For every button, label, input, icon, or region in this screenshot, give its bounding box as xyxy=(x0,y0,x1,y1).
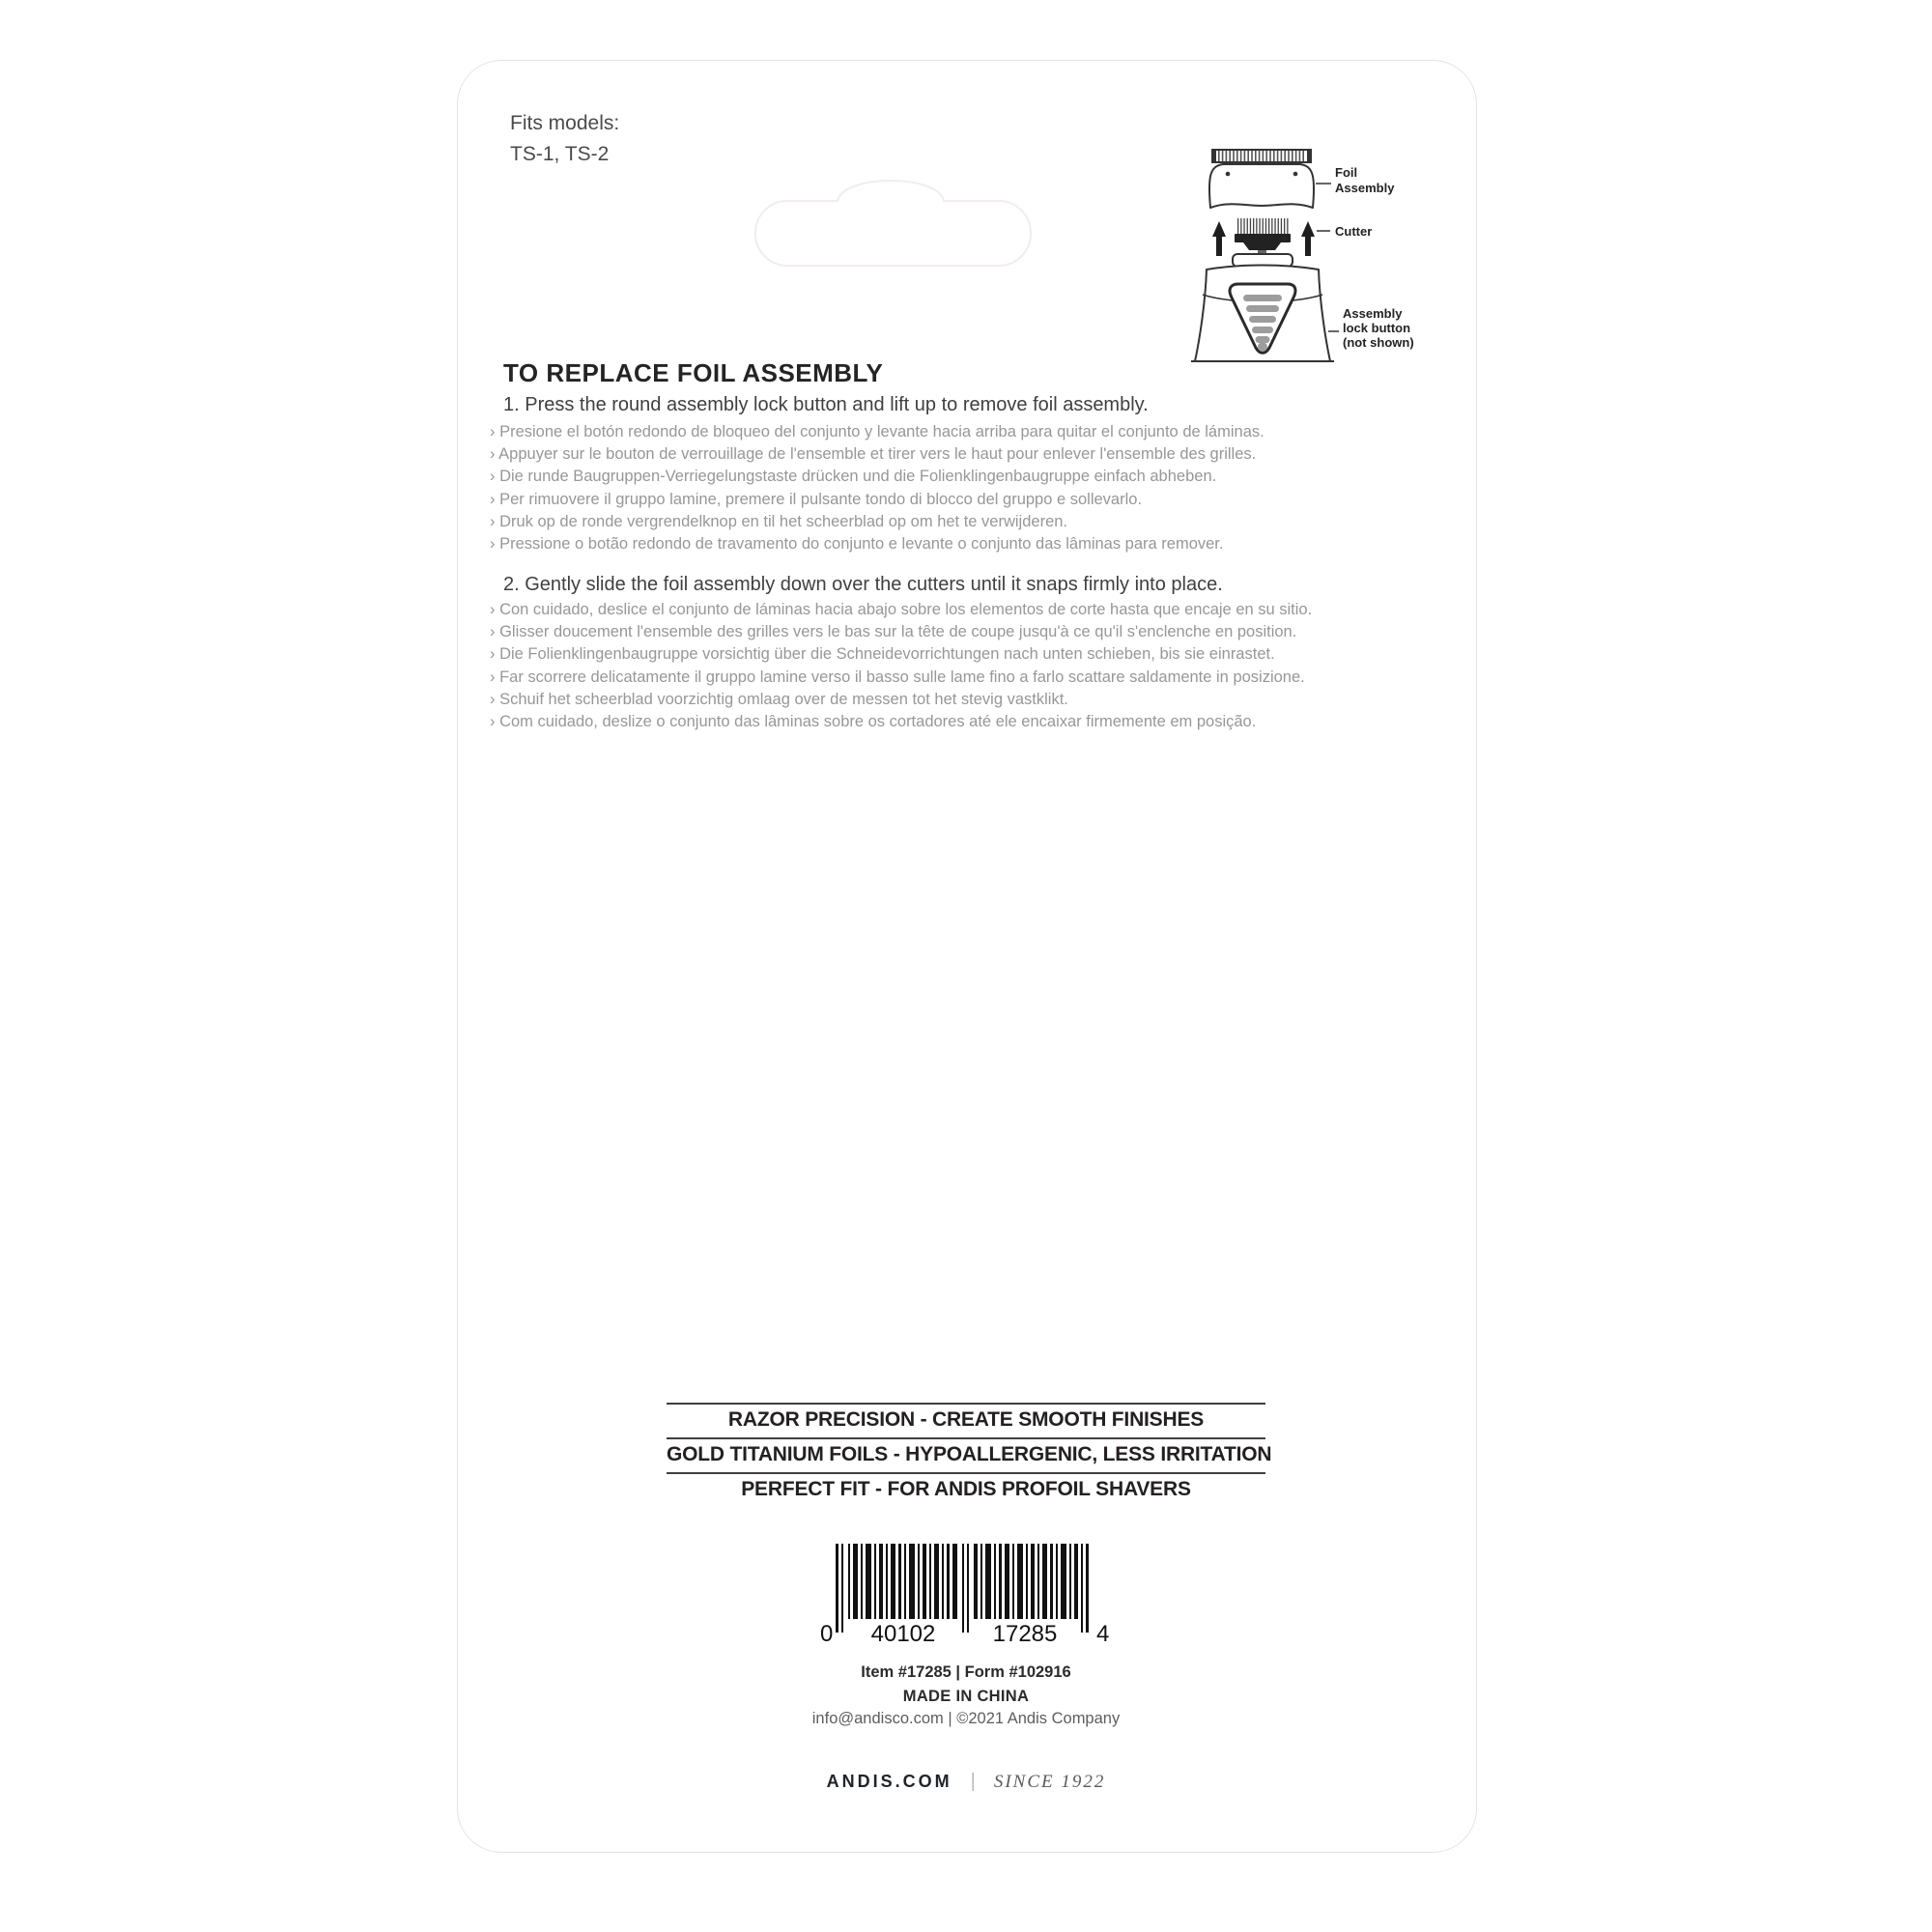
translation-line: › Appuyer sur le bouton de verrouillage de l'ensemble et tirer vers le haut pour enlever l'ensemble des grilles. xyxy=(490,445,1257,464)
since-tagline: SINCE 1922 xyxy=(993,1772,1106,1792)
translation-line: › Per rimuovere il gruppo lamine, premere il pulsante tondo di blocco del gruppo e sollevarlo. xyxy=(490,490,1143,508)
lock-button-label-3: (not shown) xyxy=(1343,335,1414,350)
translation-line: › Pressione o botão redondo de travamento do conjunto e levante o conjunto das lâminas para remover. xyxy=(490,535,1224,554)
barcode-digits-left: 40102 xyxy=(870,1621,936,1646)
barcode-bars xyxy=(836,1544,1089,1633)
shaver-diagram xyxy=(1183,111,1435,382)
step-2-translations xyxy=(490,599,1312,733)
barcode-digit-system: 0 xyxy=(820,1621,834,1646)
translation-line: › Presione el botón redondo de bloqueo del conjunto y levante hacia arriba para quitar el conjunto de láminas. xyxy=(490,423,1264,440)
instructions-heading: TO REPLACE FOIL ASSEMBLY xyxy=(503,358,884,387)
step-1-translations xyxy=(490,421,1264,555)
translation-line: › Die runde Baugruppen-Verriegelungstaste drücken und die Folienklingenbaugruppe einfach abheben. xyxy=(490,468,1217,486)
feature-item: RAZOR PRECISION - CREATE SMOOTH FINISHES xyxy=(667,1403,1265,1437)
feature-item: GOLD TITANIUM FOILS - HYPOALLERGENIC, LESS IRRITATION xyxy=(667,1437,1265,1472)
step-2-title: 2. Gently slide the foil assembly down over the cutters until it snaps firmly into place. xyxy=(503,574,1223,595)
translation-line: › Die Folienklingenbaugruppe vorsichtig über die Schneidevorrichtungen nach unten schieben, bis sie einrastet. xyxy=(490,645,1275,664)
upc-barcode xyxy=(816,1544,1118,1646)
translation-line: › Com cuidado, deslize o conjunto das lâminas sobre os cortadores até ele encaixar firmemente em posição. xyxy=(490,713,1257,731)
brand-footer xyxy=(457,1771,1475,1793)
foil-assembly-label-2: Assembly xyxy=(1335,181,1395,195)
translation-line: › Far scorrere delicatamente il gruppo lamine verso il basso sulle lame fino a farlo scattare saldamente in posizione. xyxy=(490,668,1305,686)
footer-divider: | xyxy=(970,1771,976,1792)
barcode-digits-right: 17285 xyxy=(992,1621,1058,1646)
translation-line: › Con cuidado, deslice el conjunto de láminas hacia abajo sobre los elementos de corte hasta que encaje en su sitio. xyxy=(490,601,1313,618)
foil-assembly-label: Foil xyxy=(1335,165,1358,180)
cutter-label: Cutter xyxy=(1335,224,1373,239)
translation-line: › Druk op de ronde vergrendelknop en til het scheerblad op om het te verwijderen. xyxy=(490,512,1068,530)
fits-models-value: TS-1, TS-2 xyxy=(510,143,610,165)
lock-button-label-2: lock button xyxy=(1343,321,1411,335)
fits-models-block xyxy=(510,108,619,170)
item-form-line: Item #17285 | Form #102916 xyxy=(861,1663,1071,1681)
translation-line: › Schuif het scheerblad voorzichtig omlaag over de messen tot het stevig vastklikt. xyxy=(490,690,1068,708)
foil-assembly-drawing xyxy=(1209,149,1314,208)
step-1-title: 1. Press the round assembly lock button and lift up to remove foil assembly. xyxy=(503,394,1149,415)
barcode-digit-check: 4 xyxy=(1096,1621,1110,1646)
contact-line: info@andisco.com | ©2021 Andis Company xyxy=(811,1710,1121,1727)
andis-website: ANDIS.COM xyxy=(826,1772,952,1791)
made-in-line: MADE IN CHINA xyxy=(902,1688,1030,1705)
fits-models-label: Fits models: xyxy=(510,112,620,134)
translation-line: › Glisser doucement l'ensemble des grilles vers le bas sur la tête de coupe jusqu'à ce qu'il s'enclenche en position. xyxy=(490,623,1297,641)
lock-button-label-1: Assembly xyxy=(1343,306,1403,321)
shaver-body-drawing xyxy=(1191,254,1334,361)
feature-item: PERFECT FIT - FOR ANDIS PROFOIL SHAVERS xyxy=(667,1472,1265,1507)
feature-list xyxy=(667,1403,1272,1507)
hang-tab-cutout xyxy=(744,166,1043,272)
